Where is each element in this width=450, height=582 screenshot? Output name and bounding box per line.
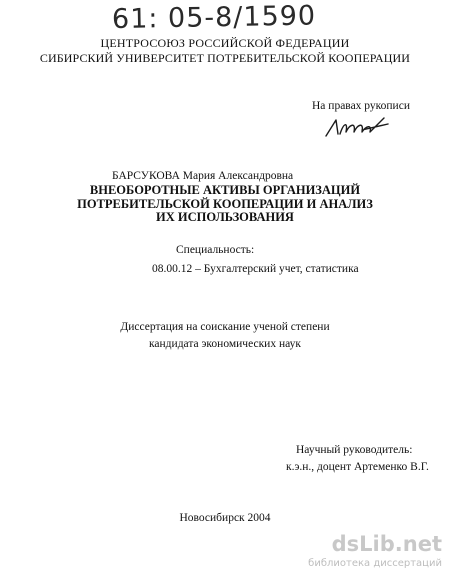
dissertation-title (0, 184, 450, 225)
handwritten-signature (322, 114, 392, 140)
specialty-value: 08.00.12 – Бухгалтерский учет, статистика (152, 263, 359, 275)
organization-line-2: СИБИРСКИЙ УНИВЕРСИТЕТ ПОТРЕБИТЕЛЬСКОЙ КООПЕРАЦИИ (39, 51, 411, 65)
watermark (308, 532, 448, 580)
rights-note: На правах рукописи (312, 100, 410, 112)
dissertation-degree-line-2: кандидата экономических наук (149, 338, 301, 350)
organization-line-1: ЦЕНТРОСОЮЗ РОССИЙСКОЙ ФЕДЕРАЦИИ (100, 36, 350, 50)
author-name: БАРСУКОВА Мария Александровна (112, 170, 294, 182)
dissertation-degree-line-1: Диссертация на соискание ученой степени (120, 321, 330, 333)
watermark-logo: dsLib.net (331, 532, 442, 556)
title-line-2: ПОТРЕБИТЕЛЬСКОЙ КООПЕРАЦИИ И АНАЛИЗ (77, 196, 373, 211)
supervisor-name: к.э.н., доцент Артеменко В.Г. (286, 461, 429, 473)
title-line-3: ИХ ИСПОЛЬЗОВАНИЯ (156, 210, 294, 224)
specialty-label: Специальность: (176, 244, 255, 256)
handwritten-archive-number: 61: 05-8/1590 (111, 0, 317, 36)
supervisor-label: Научный руководитель: (296, 444, 413, 456)
city-year: Новосибирск 2004 (179, 512, 271, 524)
watermark-tagline: библиотека диссертаций (308, 558, 442, 569)
title-line-1: ВНЕОБОРОТНЫЕ АКТИВЫ ОРГАНИЗАЦИЙ (89, 183, 361, 197)
